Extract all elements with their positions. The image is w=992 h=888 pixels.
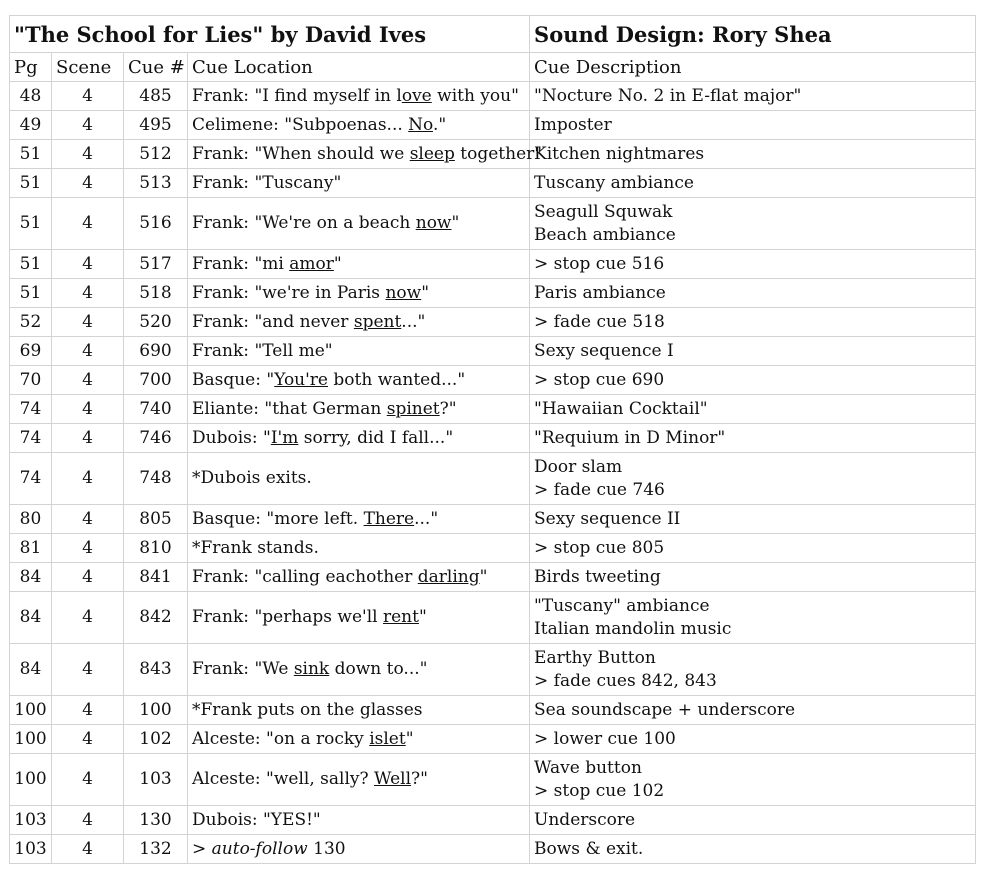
cue-description-line: Birds tweeting: [534, 566, 661, 587]
cue-location-text: sleep: [409, 143, 455, 164]
table-row: [10, 140, 976, 169]
cue-location-text: Frank: "calling eachother: [192, 566, 418, 587]
cue-location-text: Celimene: "Subpoenas...: [192, 114, 409, 135]
cue-description-line: Sexy sequence I: [534, 340, 674, 361]
cell-cue-description: [530, 725, 976, 754]
cue-description-line: "Requium in D Minor": [534, 427, 726, 448]
cell-cue-description: [530, 453, 976, 505]
cell-scene: 4: [52, 366, 124, 395]
cue-description-line: Bows & exit.: [534, 838, 644, 859]
cell-cue-number: 517: [124, 250, 188, 279]
table-row: [10, 453, 976, 505]
cell-scene: 4: [52, 592, 124, 644]
sound-design-credit: Sound Design: Rory Shea: [530, 16, 976, 53]
cell-cue-description: [530, 835, 976, 864]
cell-pg: 51: [10, 250, 52, 279]
table-row: [10, 308, 976, 337]
cue-location-text: ": [333, 253, 342, 274]
cell-pg: 103: [10, 806, 52, 835]
cell-scene: 4: [52, 250, 124, 279]
cue-description-line: Underscore: [534, 809, 636, 830]
cell-scene: 4: [52, 395, 124, 424]
cell-cue-number: 495: [124, 111, 188, 140]
cell-cue-number: 512: [124, 140, 188, 169]
cue-location-text: .": [432, 114, 447, 135]
cell-cue-location: [188, 453, 530, 505]
cell-pg: 69: [10, 337, 52, 366]
cell-cue-description: [530, 806, 976, 835]
cue-description-line: > fade cue 746: [534, 479, 665, 500]
table-row: [10, 250, 976, 279]
cell-cue-description: [530, 534, 976, 563]
cell-cue-number: 102: [124, 725, 188, 754]
table-row: [10, 169, 976, 198]
cue-location-text: Frank: "and never: [192, 311, 354, 332]
cell-cue-description: [530, 198, 976, 250]
cell-scene: 4: [52, 534, 124, 563]
cell-cue-number: 132: [124, 835, 188, 864]
cell-cue-description: [530, 754, 976, 806]
cue-location-text: now: [415, 213, 452, 233]
cell-scene: 4: [52, 111, 124, 140]
cell-cue-location: [188, 505, 530, 534]
cue-description-line: Sea soundscape + underscore: [534, 699, 796, 720]
cue-description-line: "Tuscany" ambiance: [534, 595, 710, 616]
cell-cue-description: [530, 366, 976, 395]
cell-cue-location: [188, 308, 530, 337]
cell-cue-description: [530, 395, 976, 424]
cue-location-text: Well: [374, 769, 412, 789]
cue-location-text: sorry, did I fall...": [298, 427, 454, 448]
cell-scene: 4: [52, 806, 124, 835]
cue-location-text: darling: [417, 566, 480, 587]
cue-location-text: islet: [369, 728, 406, 749]
cue-location-text: spinet: [386, 398, 440, 419]
table-row: [10, 395, 976, 424]
table-row: [10, 696, 976, 725]
cue-location-text: ": [421, 282, 430, 303]
cell-cue-location: [188, 592, 530, 644]
cue-description-line: Imposter: [534, 114, 612, 135]
cell-cue-description: [530, 696, 976, 725]
header-cue-location: Cue Location: [188, 53, 530, 82]
table-row: [10, 754, 976, 806]
cue-location-text: together": [454, 143, 543, 164]
cell-cue-location: [188, 198, 530, 250]
cell-cue-number: 805: [124, 505, 188, 534]
cell-cue-number: 748: [124, 453, 188, 505]
cue-location-text: with you": [431, 85, 519, 106]
header-row: [10, 53, 976, 82]
cell-cue-number: 740: [124, 395, 188, 424]
cell-cue-number: 746: [124, 424, 188, 453]
header-cue-description: Cue Description: [530, 53, 976, 82]
cell-cue-location: [188, 169, 530, 198]
cell-cue-description: [530, 424, 976, 453]
cell-pg: 74: [10, 395, 52, 424]
cue-location-text: ?": [439, 398, 457, 419]
cell-cue-description: [530, 563, 976, 592]
cue-location-text: Frank: "Tell me": [192, 340, 333, 361]
cell-scene: 4: [52, 198, 124, 250]
cue-location-text: Dubois: ": [192, 427, 271, 448]
cell-scene: 4: [52, 696, 124, 725]
cue-location-text: down to...": [329, 659, 428, 679]
cue-location-text: *Frank stands.: [192, 537, 319, 558]
cue-location-text: Alceste: "on a rocky: [192, 728, 370, 749]
cue-location-text: Eliante: "that German: [192, 398, 387, 419]
show-title: "The School for Lies" by David Ives: [10, 16, 530, 53]
cue-location-text: You're: [274, 369, 328, 390]
cue-description-line: > fade cues 842, 843: [534, 670, 717, 691]
cell-cue-number: 842: [124, 592, 188, 644]
cell-scene: 4: [52, 140, 124, 169]
table-row: [10, 534, 976, 563]
cue-location-text: ove: [401, 85, 432, 106]
cue-location-text: ...": [401, 311, 426, 332]
table-row: [10, 337, 976, 366]
cell-pg: 51: [10, 198, 52, 250]
cell-cue-description: [530, 250, 976, 279]
cell-cue-description: [530, 82, 976, 111]
cell-cue-location: [188, 725, 530, 754]
table-row: [10, 563, 976, 592]
cell-pg: 100: [10, 725, 52, 754]
cue-location-text: ": [479, 566, 488, 587]
cue-location-text: Frank: "mi: [192, 253, 290, 274]
cell-scene: 4: [52, 337, 124, 366]
cue-location-text: Frank: "Tuscany": [192, 172, 342, 193]
cell-cue-location: [188, 395, 530, 424]
table-row: [10, 806, 976, 835]
cue-description-line: > stop cue 516: [534, 253, 665, 274]
cell-pg: 100: [10, 754, 52, 806]
cue-location-text: Frank: "When should we: [192, 143, 410, 164]
cell-pg: 84: [10, 644, 52, 696]
cell-pg: 100: [10, 696, 52, 725]
cue-description-line: Beach ambiance: [534, 224, 676, 245]
cell-cue-location: [188, 696, 530, 725]
cell-scene: 4: [52, 453, 124, 505]
cell-pg: 80: [10, 505, 52, 534]
cell-cue-number: 843: [124, 644, 188, 696]
cell-pg: 49: [10, 111, 52, 140]
cue-location-text: Alceste: "well, sally?: [192, 769, 375, 789]
header-cue-number: Cue #: [124, 53, 188, 82]
table-row: [10, 424, 976, 453]
cell-pg: 52: [10, 308, 52, 337]
cell-cue-location: [188, 111, 530, 140]
cue-location-text: Basque: "more left.: [192, 508, 364, 529]
cue-location-text: *Dubois exits.: [192, 468, 312, 488]
table-row: [10, 725, 976, 754]
cue-location-text: Frank: "We: [192, 659, 294, 679]
cue-location-text: spent: [353, 311, 402, 332]
table-row: [10, 366, 976, 395]
cell-scene: 4: [52, 279, 124, 308]
cue-description-line: Kitchen nightmares: [534, 143, 705, 164]
cell-scene: 4: [52, 308, 124, 337]
cell-pg: 51: [10, 279, 52, 308]
cell-cue-location: [188, 563, 530, 592]
cue-location-text: both wanted...": [328, 369, 466, 390]
cell-cue-location: [188, 644, 530, 696]
table-row: [10, 279, 976, 308]
cue-location-text: ": [405, 728, 414, 749]
cell-pg: 74: [10, 424, 52, 453]
cell-scene: 4: [52, 424, 124, 453]
table-row: [10, 82, 976, 111]
table-row: [10, 198, 976, 250]
cue-location-text: Basque: ": [192, 369, 275, 390]
cell-pg: 74: [10, 453, 52, 505]
cue-description-line: Paris ambiance: [534, 282, 666, 303]
cue-location-text: rent: [382, 607, 419, 627]
cue-description-line: Earthy Button: [534, 647, 656, 668]
cell-cue-number: 103: [124, 754, 188, 806]
cue-location-text: sink: [293, 659, 330, 679]
title-row: [10, 16, 976, 53]
cue-location-text: No: [408, 114, 433, 135]
cue-location-text: now: [385, 282, 422, 303]
table-row: [10, 592, 976, 644]
cell-pg: 84: [10, 563, 52, 592]
cell-cue-number: 700: [124, 366, 188, 395]
cell-pg: 81: [10, 534, 52, 563]
cell-scene: 4: [52, 644, 124, 696]
cell-cue-description: [530, 111, 976, 140]
cue-location-text: 130: [307, 838, 346, 859]
cue-description-line: Wave button: [534, 757, 642, 778]
cue-description-line: > stop cue 805: [534, 537, 665, 558]
cell-cue-description: [530, 337, 976, 366]
cue-location-text: Frank: "I find myself in l: [192, 85, 402, 106]
cue-location-text: auto-follow: [211, 838, 308, 859]
cell-scene: 4: [52, 82, 124, 111]
cell-scene: 4: [52, 169, 124, 198]
cue-location-text: I'm: [270, 427, 299, 448]
cell-cue-description: [530, 279, 976, 308]
cell-cue-number: 485: [124, 82, 188, 111]
cue-description-line: Italian mandolin music: [534, 618, 732, 639]
cell-cue-description: [530, 140, 976, 169]
cue-location-text: Frank: "perhaps we'll: [192, 607, 383, 627]
cell-cue-number: 516: [124, 198, 188, 250]
cell-cue-location: [188, 366, 530, 395]
cell-pg: 48: [10, 82, 52, 111]
cell-cue-location: [188, 835, 530, 864]
cue-description-line: > stop cue 690: [534, 369, 665, 390]
cell-cue-number: 518: [124, 279, 188, 308]
table-row: [10, 644, 976, 696]
cell-pg: 51: [10, 169, 52, 198]
cue-description-line: "Nocture No. 2 in E-flat major": [534, 85, 802, 106]
cue-location-text: Frank: "we're in Paris: [192, 282, 386, 303]
cue-location-text: There: [363, 508, 415, 529]
cue-sheet-table: [9, 15, 976, 864]
cell-scene: 4: [52, 505, 124, 534]
cell-cue-location: [188, 534, 530, 563]
cue-sheet-body: [10, 16, 976, 864]
cell-scene: 4: [52, 563, 124, 592]
cue-location-text: amor: [289, 253, 334, 274]
cell-cue-description: [530, 592, 976, 644]
cell-pg: 70: [10, 366, 52, 395]
cell-cue-location: [188, 279, 530, 308]
cell-cue-location: [188, 140, 543, 169]
cue-description-line: Tuscany ambiance: [534, 172, 694, 193]
cue-description-line: "Hawaiian Cocktail": [534, 398, 708, 419]
cell-cue-number: 130: [124, 806, 188, 835]
table-row: [10, 111, 976, 140]
cell-cue-location: [188, 337, 530, 366]
cell-cue-description: [530, 505, 976, 534]
cell-cue-number: 841: [124, 563, 188, 592]
cue-location-text: *Frank puts on the glasses: [192, 699, 423, 720]
cell-scene: 4: [52, 725, 124, 754]
cell-pg: 51: [10, 140, 52, 169]
cue-location-text: ...": [414, 508, 439, 529]
cue-description-line: > lower cue 100: [534, 728, 676, 749]
cue-description-line: > fade cue 518: [534, 311, 665, 332]
cell-cue-location: [188, 754, 530, 806]
cell-cue-description: [530, 644, 976, 696]
cell-cue-number: 520: [124, 308, 188, 337]
cue-description-line: Seagull Squwak: [534, 201, 673, 222]
cell-cue-location: [188, 424, 530, 453]
cell-pg: 84: [10, 592, 52, 644]
cell-cue-description: [530, 308, 976, 337]
cell-cue-number: 690: [124, 337, 188, 366]
header-pg: Pg: [10, 53, 52, 82]
cell-cue-location: [188, 806, 530, 835]
cell-scene: 4: [52, 835, 124, 864]
table-row: [10, 835, 976, 864]
cue-description-line: Door slam: [534, 456, 623, 477]
cue-location-text: ": [418, 607, 427, 627]
cue-location-text: Dubois: "YES!": [192, 809, 321, 830]
cell-pg: 103: [10, 835, 52, 864]
cue-location-text: ": [451, 213, 460, 233]
cue-description-line: > stop cue 102: [534, 780, 665, 801]
cell-cue-location: [188, 82, 530, 111]
cell-cue-number: 513: [124, 169, 188, 198]
cell-cue-number: 100: [124, 696, 188, 725]
cell-cue-description: [530, 169, 976, 198]
cell-cue-number: 810: [124, 534, 188, 563]
cell-cue-location: [188, 250, 530, 279]
cue-location-text: >: [192, 838, 212, 859]
cell-scene: 4: [52, 754, 124, 806]
cue-description-line: Sexy sequence II: [534, 508, 681, 529]
table-row: [10, 505, 976, 534]
cue-location-text: ?": [411, 769, 428, 789]
cue-location-text: Frank: "We're on a beach: [192, 213, 416, 233]
header-scene: Scene: [52, 53, 124, 82]
